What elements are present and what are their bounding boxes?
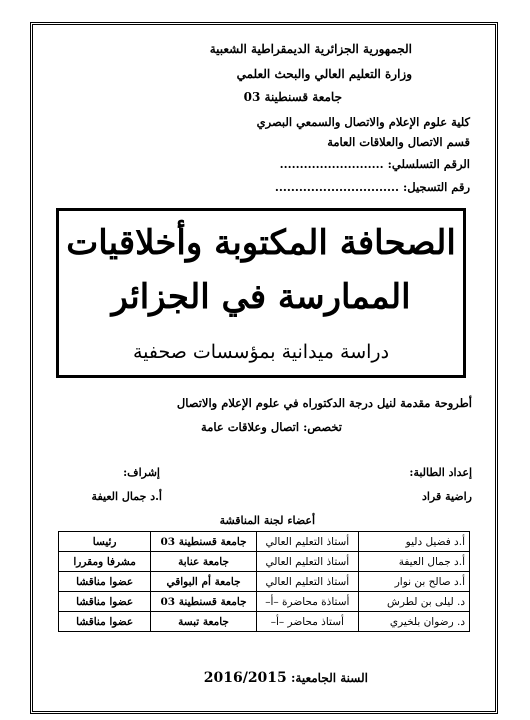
member-role: مشرفا ومقررا	[59, 552, 151, 572]
ministry-name: وزارة التعليم العالي والبحث العلمي	[236, 67, 412, 81]
academic-year-value: 2016/2015	[203, 670, 287, 686]
supervisor-name: أ.د جمال العيفة	[91, 490, 162, 503]
table-row	[59, 532, 470, 552]
thesis-title-line2: الممارسة في الجزائر	[111, 277, 411, 317]
member-name: د. ليلى بن لطرش	[358, 592, 469, 612]
committee-table	[58, 531, 470, 632]
faculty-name: كلية علوم الإعلام والاتصال والسمعي البصري	[256, 115, 470, 129]
member-university: جامعة قسنطينة 03	[151, 532, 257, 552]
member-role: عضوا مناقشا	[59, 612, 151, 632]
table-row	[59, 552, 470, 572]
member-rank: أستاذ التعليم العالي	[256, 532, 358, 552]
member-role: رئيسا	[59, 532, 151, 552]
thesis-subtitle: دراسة ميدانية بمؤسسات صحفية	[132, 341, 390, 363]
thesis-note: أطروحة مقدمة لنيل درجة الدكتوراه في علوم الإعلام والاتصال	[176, 396, 472, 410]
member-rank: أستاذ التعليم العالي	[256, 552, 358, 572]
prepared-by-label: إعداد الطالبة:	[409, 466, 472, 479]
member-rank: أستاذ التعليم العالي	[256, 572, 358, 592]
supervisor-label: إشراف:	[123, 466, 160, 479]
member-name: أ.د فضيل دليو	[358, 532, 469, 552]
member-name: أ.د جمال العيفة	[358, 552, 469, 572]
committee-title: أعضاء لجنة المناقشة	[219, 514, 315, 527]
member-rank: أستاذ محاضر –أ–	[256, 612, 358, 632]
member-university: جامعة عنابة	[151, 552, 257, 572]
university-name: جامعة قسنطينة 03	[243, 90, 342, 104]
member-university: جامعة قسنطينة 03	[151, 592, 257, 612]
title-box	[56, 208, 466, 378]
member-university: جامعة أم البواقي	[151, 572, 257, 592]
republic-name: الجمهورية الجزائرية الديمقراطية الشعبية	[209, 42, 412, 56]
student-name: راضية قراد	[421, 490, 472, 503]
academic-year-label: السنة الجامعية:	[290, 671, 368, 685]
member-role: عضوا مناقشا	[59, 592, 151, 612]
registration-number-field: رقم التسجيل: ...............................	[274, 180, 470, 194]
member-name: د. رضوان بلخيري	[358, 612, 469, 632]
table-row	[59, 612, 470, 632]
serial-number-field: الرقم التسلسلي: ..........................	[279, 157, 470, 171]
member-rank: أستاذة محاضرة –أ–	[256, 592, 358, 612]
specialty: تخصص: اتصال وعلاقات عامة	[201, 420, 342, 434]
table-row	[59, 572, 470, 592]
member-role: عضوا مناقشا	[59, 572, 151, 592]
member-name: أ.د صالح بن نوار	[358, 572, 469, 592]
academic-year	[204, 670, 368, 686]
thesis-title-line1: الصحافة المكتوبة وأخلاقيات	[66, 223, 456, 263]
table-row	[59, 592, 470, 612]
member-university: جامعة تبسة	[151, 612, 257, 632]
department-name: قسم الاتصال والعلاقات العامة	[327, 135, 470, 149]
